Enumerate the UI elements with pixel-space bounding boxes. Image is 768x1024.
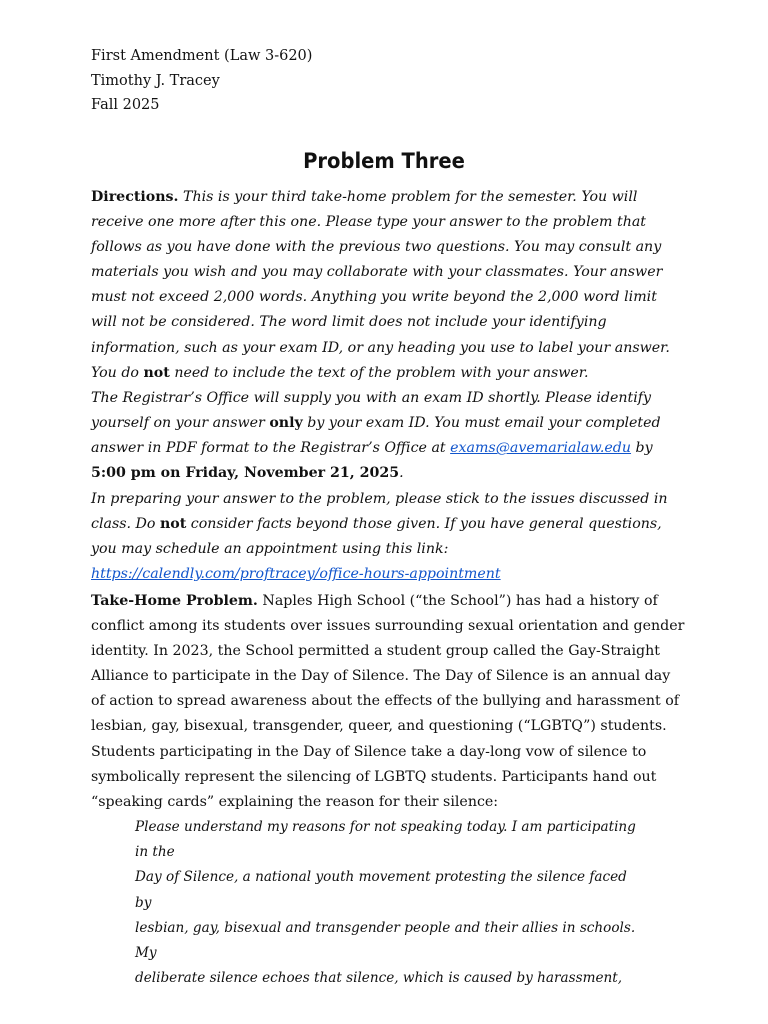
preparing-paragraph: [91, 487, 686, 587]
registrar-email-link[interactable]: exams@avemarialaw.edu: [450, 440, 632, 457]
registrar-text-3: by: [631, 440, 653, 457]
problem-label: Take-Home Problem.: [91, 593, 258, 609]
professor-name: Timothy J. Tracey: [91, 72, 220, 89]
term: Fall 2025: [91, 97, 160, 113]
page-title: Problem Three: [303, 149, 465, 173]
registrar-emphasis-only: only: [269, 415, 303, 432]
preparing-text-2: consider facts beyond those given. If you have general questions, you may schedule an appointment using this link:: [91, 516, 662, 558]
quote-line: lesbian, gay, bisexual and transgender people and their allies in schools. My: [135, 919, 636, 962]
directions-label: Directions.: [91, 189, 179, 205]
quote-line: Please understand my reasons for not speaking today. I am participating in the: [135, 819, 636, 861]
quote-line: Day of Silence, a national youth movement protesting the silence faced by: [135, 869, 627, 911]
registrar-text-2: by your exam ID. You must email your completed answer in PDF format to the Registrar’s Office at: [91, 415, 661, 457]
registrar-text-4: .: [399, 465, 404, 482]
speaking-card-quote: [135, 815, 645, 991]
problem-text: Naples High School (“the School”) has had a history of conflict among its students over issues surrounding sexual orientation and gender identity. In 2023, the School permitted a student group called the Gay-Straight Alliance to participate in the Day of Silence. The Day of Silence is an annual day of action to spread awareness about the effects of the bullying and harassment of lesbian, gay, bisexual, transgender, queer, and questioning (“LGBTQ”) students. Students participating in the Day of Silence take a day-long vow of silence to symbolically represent the silencing of LGBTQ students. Participants hand out “speaking cards” explaining the reason for their silence:: [91, 593, 685, 810]
preparing-emphasis-not: not: [159, 516, 187, 533]
directions-emphasis-not: not: [143, 364, 170, 381]
directions-text-2: need to include the text of the problem with your answer.: [169, 364, 589, 381]
quote-line: deliberate silence echoes that silence, which is caused by harassment,: [135, 970, 623, 987]
directions-text-1: This is your third take-home problem for the semester. You will receive one more after this one. Please type your answer to the problem that follows as you have done with the previous two questions. You may consult any materials you wish and you may collaborate with your classmates. Your answer must not exceed 2,000 words. Anything you write beyond the 2,000 word limit will not be considered. The word limit does not include your identifying information, such as your exam ID, or any heading you use to label your answer. You do: [91, 189, 670, 381]
course-name: First Amendment (Law 3-620): [91, 48, 313, 64]
deadline: 5:00 pm on Friday, November 21, 2025: [91, 465, 400, 482]
problem-paragraph: [91, 589, 686, 815]
registrar-text-1: The Registrar’s Office will supply you with an exam ID shortly. Please identify yourself on your answer: [91, 390, 652, 432]
registrar-paragraph: [91, 386, 686, 486]
calendly-link[interactable]: https://calendly.com/proftracey/office-hours-appointment: [91, 566, 501, 583]
preparing-text-1: In preparing your answer to the problem, please stick to the issues discussed in class. Do: [91, 491, 668, 533]
course-header: [91, 44, 312, 118]
directions-paragraph: [91, 185, 686, 386]
